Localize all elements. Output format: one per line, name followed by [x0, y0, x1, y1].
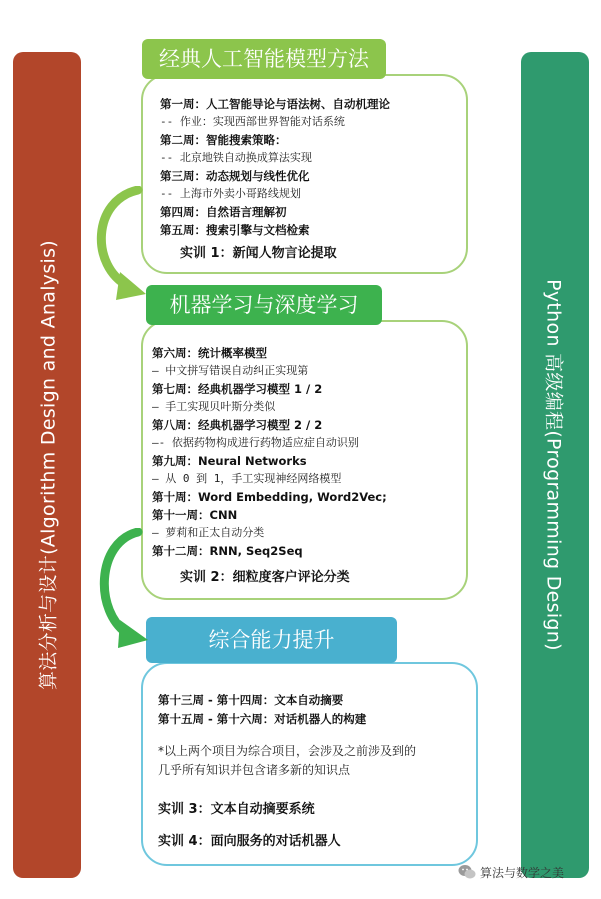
arrow-section-2-to-3	[92, 528, 154, 652]
week-2: 第二周：智能搜索策略：	[160, 133, 287, 147]
side-bar-python-label: Python 高级编程(Programming Design)	[542, 279, 565, 651]
section-3-note-line-2: 几乎所有知识并包含诸多新的知识点	[158, 763, 351, 777]
project-1: 实训 1：新闻人物言论提取	[180, 246, 337, 261]
project-2: 实训 2：细粒度客户评论分类	[180, 570, 350, 585]
week-15-16: 第十五周 - 第十六周：对话机器人的构建	[158, 712, 367, 726]
week-1-note: -- 作业：实现西部世界智能对话系统	[160, 115, 345, 128]
week-3-note: -- 上海市外卖小哥路线规划	[160, 187, 301, 200]
week-12: 第十二周：RNN, Seq2Seq	[152, 544, 303, 558]
section-3-note-line-1: *以上两个项目为综合项目，会涉及之前涉及到的	[158, 744, 417, 758]
section-3-title: 综合能力提升	[146, 617, 397, 663]
week-6: 第六周：统计概率模型	[152, 346, 267, 360]
wechat-icon	[458, 864, 476, 880]
week-9-note: — 从 0 到 1，手工实现神经网络模型	[152, 472, 342, 485]
week-10: 第十周：Word Embedding, Word2Vec;	[152, 490, 387, 504]
week-1: 第一周：人工智能导论与语法树、自动机理论	[160, 97, 390, 111]
week-11: 第十一周：CNN	[152, 508, 238, 522]
week-11-note: — 萝莉和正太自动分类	[152, 526, 265, 539]
week-8: 第八周：经典机器学习模型 2 / 2	[152, 418, 323, 432]
project-3: 实训 3：文本自动摘要系统	[158, 802, 315, 817]
section-1-title: 经典人工智能模型方法	[142, 39, 386, 79]
side-bar-algorithms	[13, 52, 81, 878]
week-7: 第七周：经典机器学习模型 1 / 2	[152, 382, 323, 396]
week-6-note: — 中文拼写错误自动纠正实现第	[152, 364, 309, 377]
brand-name: 算法与数学之美	[480, 865, 565, 880]
week-7-note: — 手工实现贝叶斯分类似	[152, 400, 276, 413]
week-4: 第四周：自然语言理解初	[160, 205, 287, 219]
week-2-note: -- 北京地铁自动换成算法实现	[160, 151, 312, 164]
project-4: 实训 4：面向服务的对话机器人	[158, 834, 341, 849]
section-2-title: 机器学习与深度学习	[146, 285, 382, 325]
week-13-14: 第十三周 - 第十四周：文本自动摘要	[158, 693, 344, 707]
week-5: 第五周：搜索引擎与文档检索	[160, 223, 310, 237]
week-9: 第九周：Neural Networks	[152, 454, 307, 468]
week-8-note: —- 依据药物构成进行药物适应症自动识别	[152, 436, 359, 449]
brand-watermark	[458, 862, 564, 882]
arrow-section-1-to-2	[88, 186, 152, 306]
week-3: 第三周：动态规划与线性优化	[160, 169, 310, 183]
side-bar-python	[521, 52, 589, 878]
side-bar-algorithms-label: 算法分析与设计(Algorithm Design and Analysis)	[37, 239, 60, 691]
